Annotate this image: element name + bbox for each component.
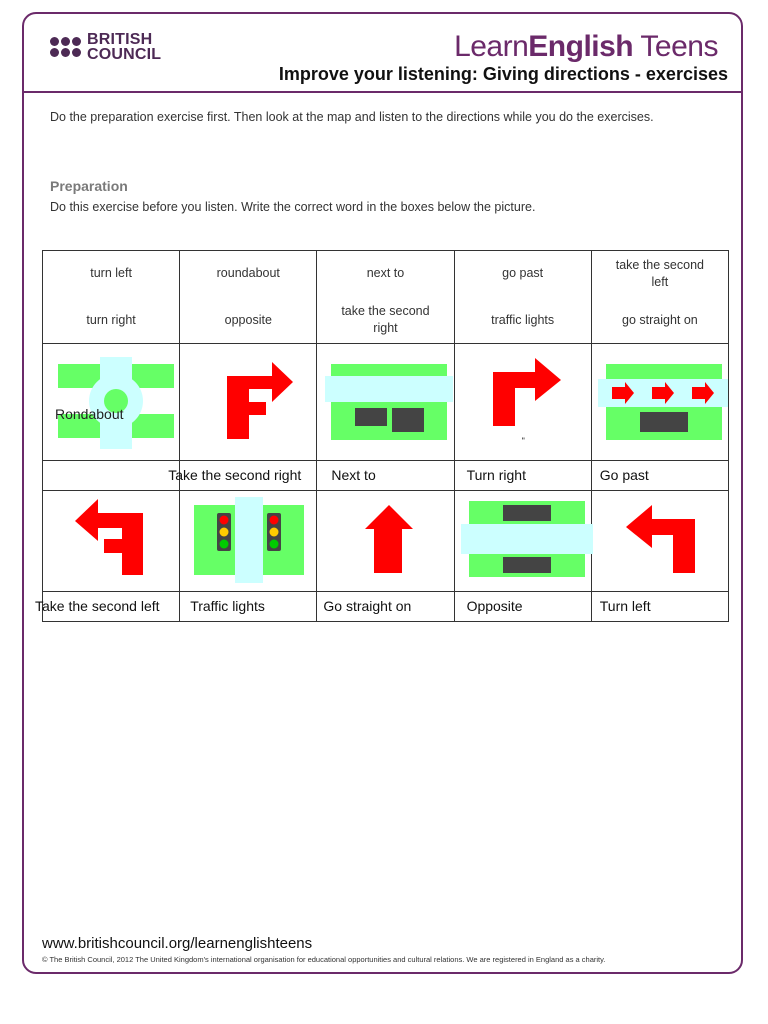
roundabout-picture: [43, 344, 180, 461]
exercise-table: [35, 250, 729, 622]
footer-copyright: © The British Council, 2012 The United Kingdom's international organisation for educational opportunities and cultural relations. We are registered in England as a charity.: [42, 955, 606, 964]
word-bank-item: take the second right: [341, 304, 430, 335]
answer-cell: [317, 461, 454, 491]
answer-label: Turn left: [599, 598, 651, 614]
answer-cell: [180, 592, 317, 622]
logo-dots-icon: [50, 37, 81, 57]
traffic-lights-picture: [180, 491, 317, 592]
answer-label: Take the second left: [35, 598, 160, 614]
word-bank-item: opposite: [224, 313, 272, 327]
take-second-right-arrow-icon: [180, 344, 317, 460]
logo-line-1: BRITISH: [87, 31, 153, 48]
next-to-icon: [317, 344, 454, 460]
turn-left-arrow-icon: [592, 491, 729, 591]
turn-right-picture: [454, 344, 591, 461]
picture-row-1: [43, 344, 729, 461]
word-bank-cell: [180, 251, 317, 344]
answer-label: Rondabout: [55, 406, 124, 422]
word-bank-cell: [591, 251, 728, 344]
preparation-heading: Preparation: [50, 178, 128, 194]
stray-mark: ": [521, 436, 525, 446]
answer-cell: [317, 592, 454, 622]
word-bank-item: go past: [502, 266, 544, 280]
go-past-picture: [591, 344, 728, 461]
intro-text: Do the preparation exercise first. Then look at the map and listen to the directions while you do the exercises.: [50, 110, 654, 124]
answer-cell: [454, 461, 591, 491]
footer-url-link[interactable]: www.britishcouncil.org/learnenglishteens: [42, 935, 313, 952]
answer-row-1: [43, 461, 729, 491]
word-bank-cell: [454, 251, 591, 344]
word-bank-item: go straight on: [622, 313, 698, 327]
word-bank-cell: [317, 251, 454, 344]
go-straight-on-picture: [317, 491, 454, 592]
brand-teens: Teens: [633, 30, 718, 63]
word-bank-item: turn right: [86, 313, 136, 327]
answer-label: Go straight on: [323, 598, 412, 614]
opposite-icon: [455, 491, 595, 591]
roundabout-icon: [43, 344, 180, 460]
word-bank-row: [43, 251, 729, 344]
take-second-left-arrow-icon: [43, 491, 180, 591]
answer-label: Turn right: [466, 467, 526, 483]
take-second-right-picture: [180, 344, 317, 461]
go-past-icon: [592, 344, 729, 460]
answer-cell: [591, 461, 728, 491]
header-divider: [22, 91, 743, 93]
answer-cell: [43, 461, 180, 491]
word-bank-item: take the second left: [615, 258, 704, 289]
next-to-picture: [317, 344, 454, 461]
take-second-left-picture: [43, 491, 180, 592]
brand-learn: Learn: [454, 30, 529, 63]
turn-left-picture: [591, 491, 728, 592]
word-bank-item: turn left: [90, 266, 132, 280]
answer-row-2: [43, 592, 729, 622]
answer-label: Next to: [331, 467, 376, 483]
preparation-description: Do this exercise before you listen. Write the correct word in the boxes below the picture.: [50, 200, 536, 214]
answer-cell: [168, 461, 317, 491]
opposite-picture: [454, 491, 591, 592]
answer-label: Take the second right: [168, 467, 302, 483]
answer-label: Opposite: [466, 598, 523, 614]
page-title: Improve your listening: Giving directions - exercises: [278, 64, 728, 84]
word-bank-item: next to: [366, 266, 405, 280]
answer-cell: [35, 592, 180, 622]
traffic-lights-icon: [180, 491, 317, 591]
word-bank-cell: [43, 251, 180, 344]
learnenglish-teens-brand: [454, 30, 718, 64]
picture-row-2: [43, 491, 729, 592]
british-council-logo: [50, 32, 161, 62]
logo-line-2: COUNCIL: [87, 46, 162, 63]
answer-label: Traffic lights: [190, 598, 265, 614]
go-straight-on-arrow-icon: [317, 491, 454, 591]
answer-cell: [591, 592, 728, 622]
answer-cell: [454, 592, 591, 622]
word-bank-item: traffic lights: [491, 313, 555, 327]
brand-english: English: [528, 30, 634, 63]
answer-label: Go past: [599, 467, 649, 483]
word-bank-item: roundabout: [216, 266, 280, 280]
